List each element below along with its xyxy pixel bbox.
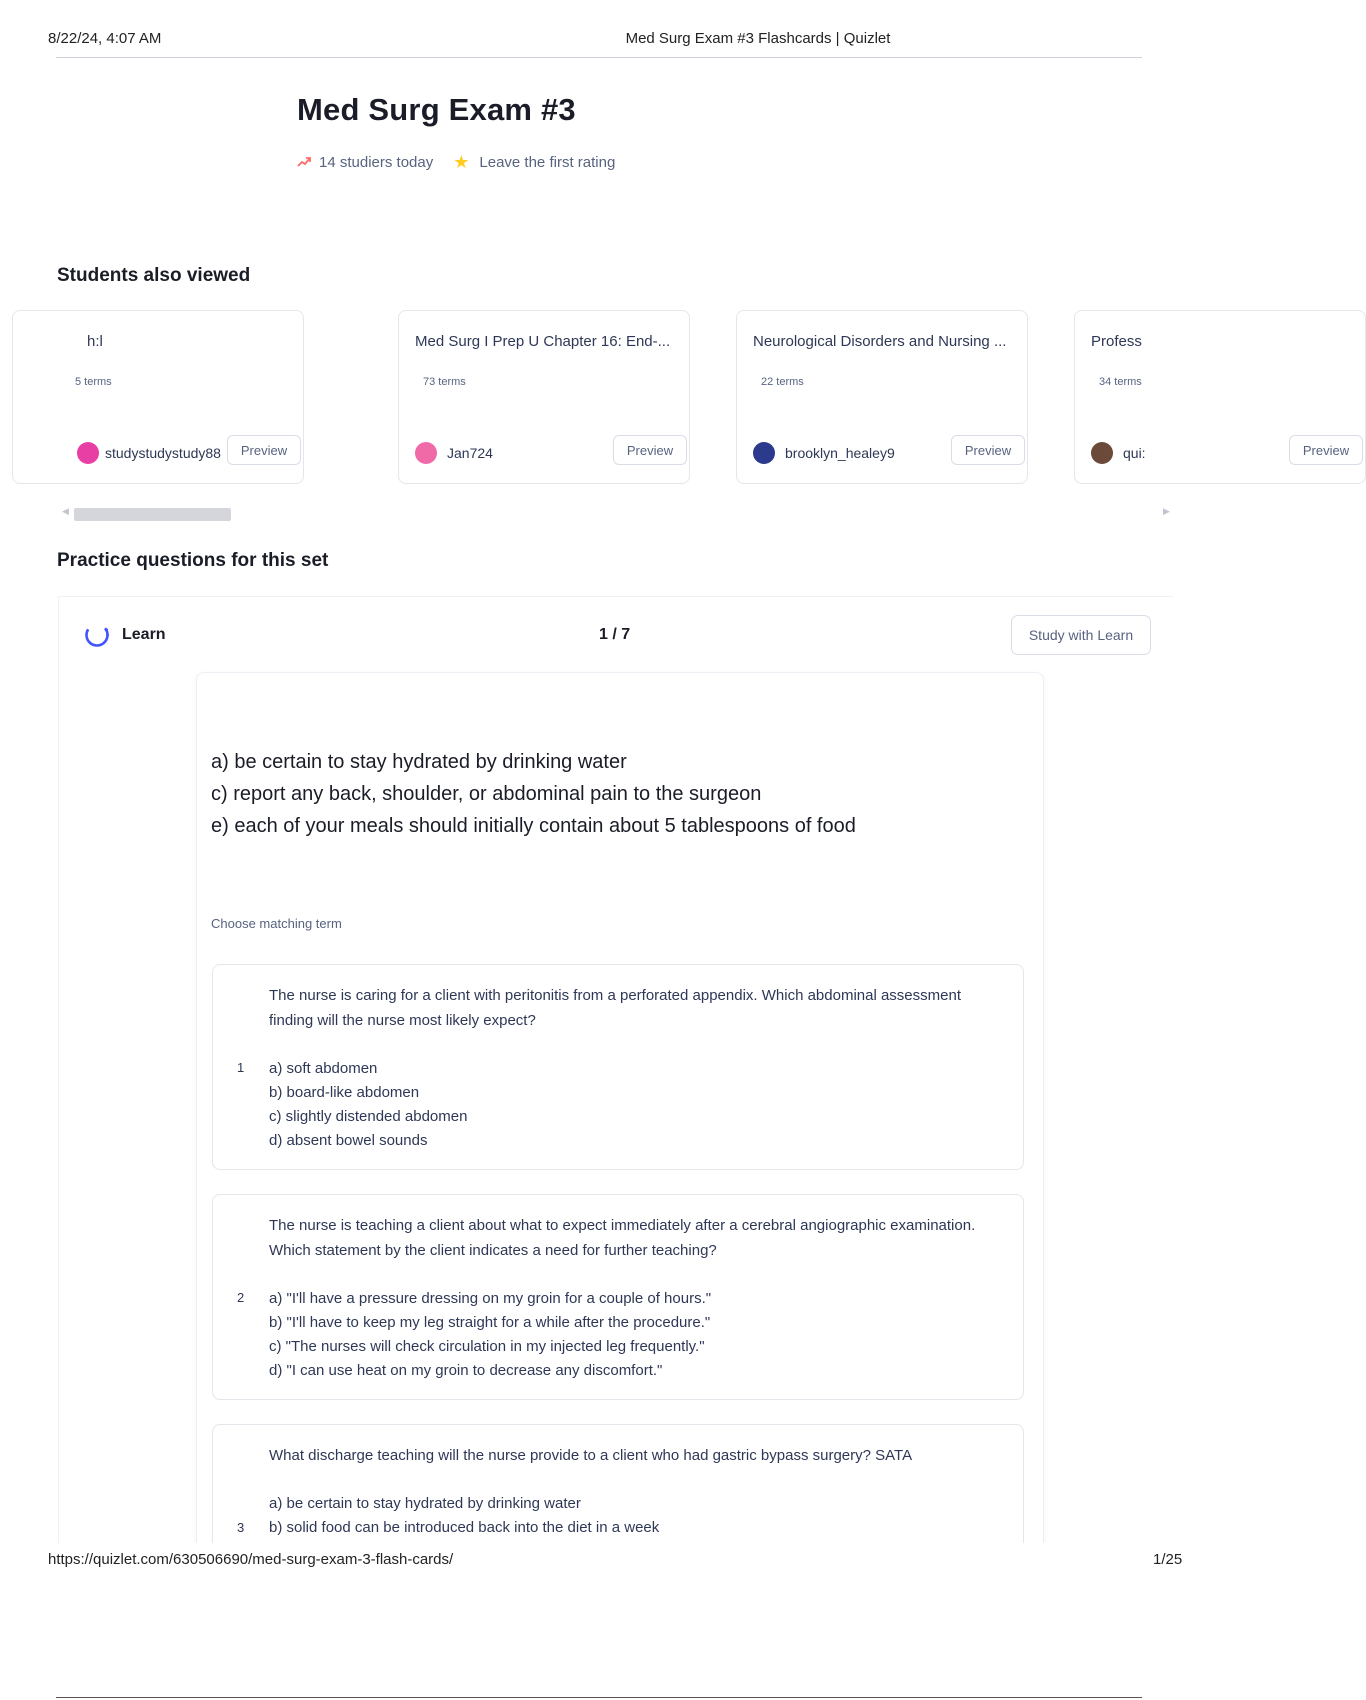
option-number: 1 bbox=[237, 1060, 245, 1075]
option-question: The nurse is teaching a client about what to expect immediately after a cerebral angiographic examination. Which statement by the client indicates a need for further teaching? bbox=[269, 1217, 976, 1259]
also-viewed-carousel[interactable] bbox=[75, 310, 1350, 490]
set-card-user[interactable]: brooklyn_healey9 bbox=[785, 445, 895, 461]
option-choices bbox=[269, 1287, 711, 1383]
set-card-user[interactable]: qui: bbox=[1123, 445, 1146, 461]
choice-line: d) "I can use heat on my groin to decrease any discomfort." bbox=[269, 1362, 663, 1379]
answer-option-2[interactable] bbox=[212, 1194, 1024, 1400]
option-question: What discharge teaching will the nurse provide to a client who had gastric bypass surgery? SATA bbox=[269, 1447, 913, 1464]
set-card[interactable] bbox=[398, 310, 690, 484]
choice-line: a) be certain to stay hydrated by drinking water bbox=[269, 1495, 581, 1512]
choose-label: Choose matching term bbox=[211, 916, 342, 931]
set-card-user[interactable]: studystudystudy88 bbox=[105, 445, 221, 461]
avatar bbox=[415, 442, 437, 464]
set-card[interactable] bbox=[736, 310, 1028, 484]
learn-label: Learn bbox=[122, 626, 166, 643]
option-choices bbox=[269, 1057, 467, 1153]
choice-line: b) solid food can be introduced back into the diet in a week bbox=[269, 1519, 660, 1536]
star-icon[interactable]: ★ bbox=[453, 152, 470, 172]
practice-heading: Practice questions for this set bbox=[57, 550, 329, 571]
preview-button[interactable]: Preview bbox=[1289, 435, 1363, 465]
choice-line: d) absent bowel sounds bbox=[269, 1132, 428, 1149]
preview-button[interactable]: Preview bbox=[227, 435, 301, 465]
prompt-line: c) report any back, shoulder, or abdominal pain to the surgeon bbox=[211, 783, 762, 805]
print-date: 8/22/24, 4:07 AM bbox=[48, 30, 162, 47]
option-number: 2 bbox=[237, 1290, 245, 1305]
choice-line: c) slightly distended abdomen bbox=[269, 1108, 468, 1125]
set-meta bbox=[297, 152, 615, 173]
set-card-title[interactable]: h:l bbox=[87, 333, 103, 350]
set-card-terms: 22 terms bbox=[761, 376, 804, 388]
scroll-right-arrow-icon[interactable]: ▶ bbox=[1163, 506, 1170, 516]
learn-icon bbox=[84, 622, 110, 648]
avatar bbox=[1091, 442, 1113, 464]
trending-icon bbox=[297, 155, 311, 170]
studiers-count: 14 studiers today bbox=[319, 154, 434, 171]
question-prompt bbox=[211, 746, 856, 842]
set-card-title[interactable]: Profess bbox=[1091, 333, 1142, 350]
option-choices bbox=[269, 1492, 659, 1540]
scroll-left-arrow-icon[interactable]: ◀ bbox=[62, 506, 69, 516]
avatar bbox=[77, 442, 99, 464]
set-card-title[interactable]: Med Surg I Prep U Chapter 16: End-... bbox=[415, 333, 671, 350]
study-with-learn-button[interactable]: Study with Learn bbox=[1011, 615, 1151, 655]
prompt-line: a) be certain to stay hydrated by drinking water bbox=[211, 751, 627, 773]
set-card-terms: 5 terms bbox=[75, 376, 112, 388]
page-title: Med Surg Exam #3 bbox=[297, 92, 576, 127]
print-header bbox=[48, 30, 1188, 50]
set-card-user[interactable]: Jan724 bbox=[447, 445, 493, 461]
choice-line: b) board-like abdomen bbox=[269, 1084, 420, 1101]
print-title: Med Surg Exam #3 Flashcards | Quizlet bbox=[625, 30, 891, 47]
set-card-terms: 73 terms bbox=[423, 376, 466, 388]
choice-line: a) soft abdomen bbox=[269, 1060, 378, 1077]
option-number: 3 bbox=[237, 1520, 245, 1535]
avatar bbox=[753, 442, 775, 464]
preview-button[interactable]: Preview bbox=[613, 435, 687, 465]
preview-button[interactable]: Preview bbox=[951, 435, 1025, 465]
set-card[interactable] bbox=[1074, 310, 1366, 484]
print-page-number: 1/25 bbox=[1153, 1551, 1183, 1568]
set-card-title[interactable]: Neurological Disorders and Nursing ... bbox=[753, 333, 1007, 350]
carousel-scrollbar[interactable] bbox=[74, 508, 231, 521]
also-viewed-heading: Students also viewed bbox=[57, 265, 251, 286]
question-progress: 1 / 7 bbox=[599, 626, 631, 643]
choice-line: c) "The nurses will check circulation in my injected leg frequently." bbox=[269, 1338, 705, 1355]
choice-line: a) "I'll have a pressure dressing on my groin for a couple of hours." bbox=[269, 1290, 712, 1307]
footer-divider bbox=[56, 1697, 1142, 1698]
print-url: https://quizlet.com/630506690/med-surg-exam-3-flash-cards/ bbox=[48, 1551, 454, 1568]
answer-option-1[interactable] bbox=[212, 964, 1024, 1170]
set-card-terms: 34 terms bbox=[1099, 376, 1142, 388]
set-card[interactable] bbox=[12, 310, 304, 484]
header-divider bbox=[56, 57, 1142, 58]
rating-link[interactable]: Leave the first rating bbox=[479, 154, 616, 171]
option-question: The nurse is caring for a client with peritonitis from a perforated appendix. Which abdominal assessment finding will the nurse most likely expect? bbox=[269, 987, 961, 1029]
choice-line: b) "I'll have to keep my leg straight for a while after the procedure." bbox=[269, 1314, 711, 1331]
prompt-line: e) each of your meals should initially contain about 5 tablespoons of food bbox=[211, 815, 856, 837]
